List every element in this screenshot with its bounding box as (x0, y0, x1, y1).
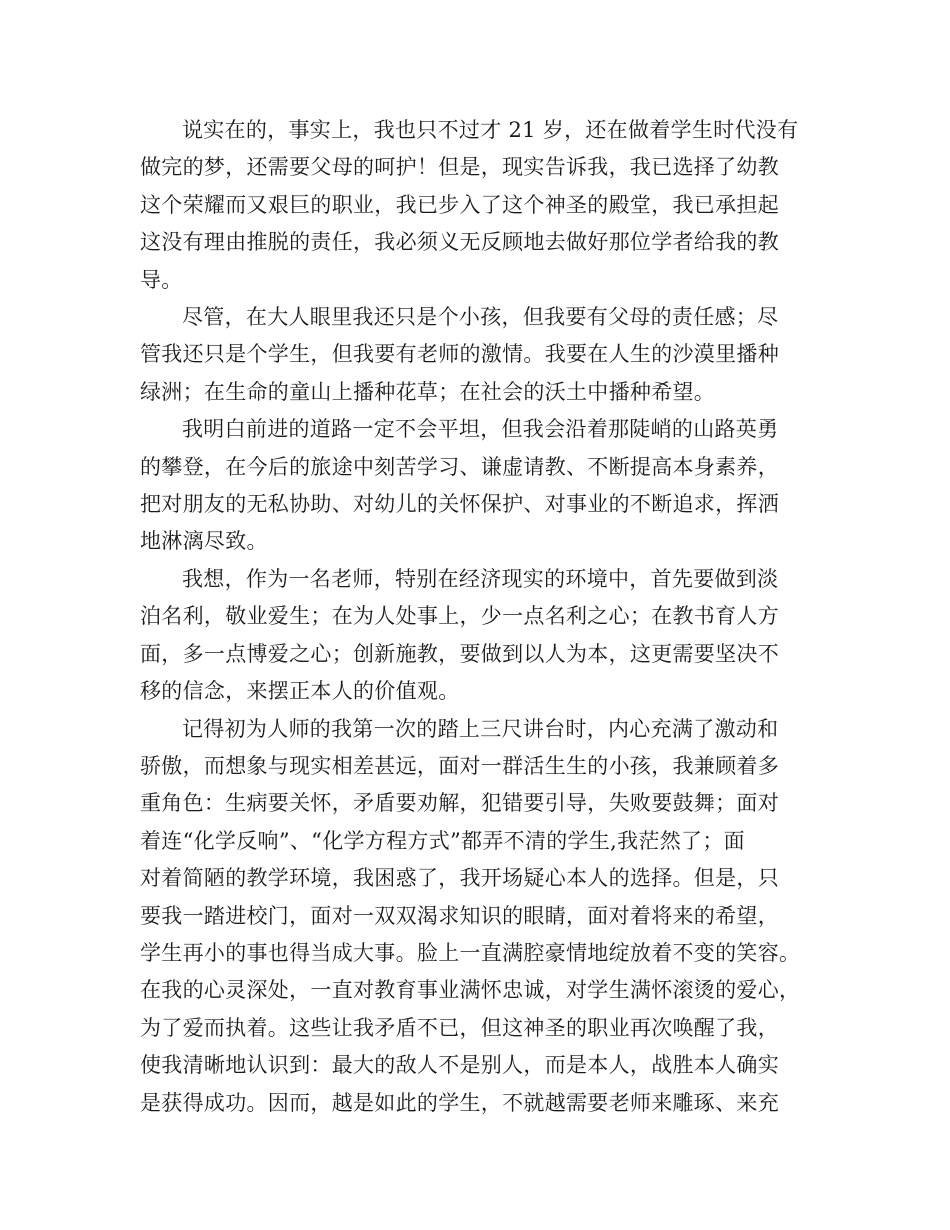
paragraph-3: 我明白前进的道路一定不会平坦，但我会沿着那陡峭的山路英勇 的攀登，在今后的旅途中刻苦学习、谦虚请教、不断提高本身素养， 把对朋友的无私协助、对幼儿的关怀保护、对事业的不断追求，挥洒 地淋漓尽致。 (140, 417, 779, 554)
paragraph-2: 尽管，在大人眼里我还只是个小孩，但我要有父母的责任感；尽 管我还只是个学生，但我要有老师的激情。我要在人生的沙漠里播种 绿洲；在生命的童山上播种花草；在社会的沃土中播种希望。 (140, 305, 779, 404)
paragraph-1: 说实在的，事实上，我也只不过才 21 岁，还在做着学生时代没有 做完的梦，还需要父母的呵护！但是，现实告诉我，我已选择了幼教 这个荣耀而又艰巨的职业，我已步入了这个神圣的殿堂，我已承担起 这没有理由推脱的责任，我必须义无反顾地去做好那位学者给我的教 导。 (140, 118, 799, 292)
paragraph-4: 我想，作为一名老师，特别在经济现实的环境中，首先要做到淡 泊名利，敬业爱生；在为人处事上，少一点名利之心；在教书育人方 面，多一点博爱之心；创新施教，要做到以人为本，这更需要坚决不 移的信念，来摆正本人的价值观。 (140, 566, 779, 704)
document-body (140, 112, 830, 1122)
paragraph-5: 记得初为人师的我第一次的踏上三尺讲台时，内心充满了激动和 骄傲，而想象与现实相差甚远，面对一群活生生的小孩，我兼顾着多 重角色：生病要关怀，矛盾要劝解，犯错要引导，失败要鼓舞；面对 着连“化学反响”、“化学方程方式”都弄不清的学生,我茫然了；面 对着简陋的教学环境，我困惑了，我开场疑心本人的选择。但是，只 要我一踏进校门，面对一双双渴求知识的眼睛，面对着将来的希望， 学生再小的事也得当成大事。脸上一直满腔豪情地绽放着不变的笑容。 在我的心灵深处，一直对教育事业满怀忠诚，对学生满怀滚烫的爱心， 为了爱而执着。这些让我矛盾不已，但这神圣的职业再次唤醒了我， 使我清晰地认识到：最大的敌人不是别人，而是本人，战胜本人确实 是获得成功。因而，越是如此的学生，不就越需要老师来雕琢、来充 (140, 716, 801, 1115)
